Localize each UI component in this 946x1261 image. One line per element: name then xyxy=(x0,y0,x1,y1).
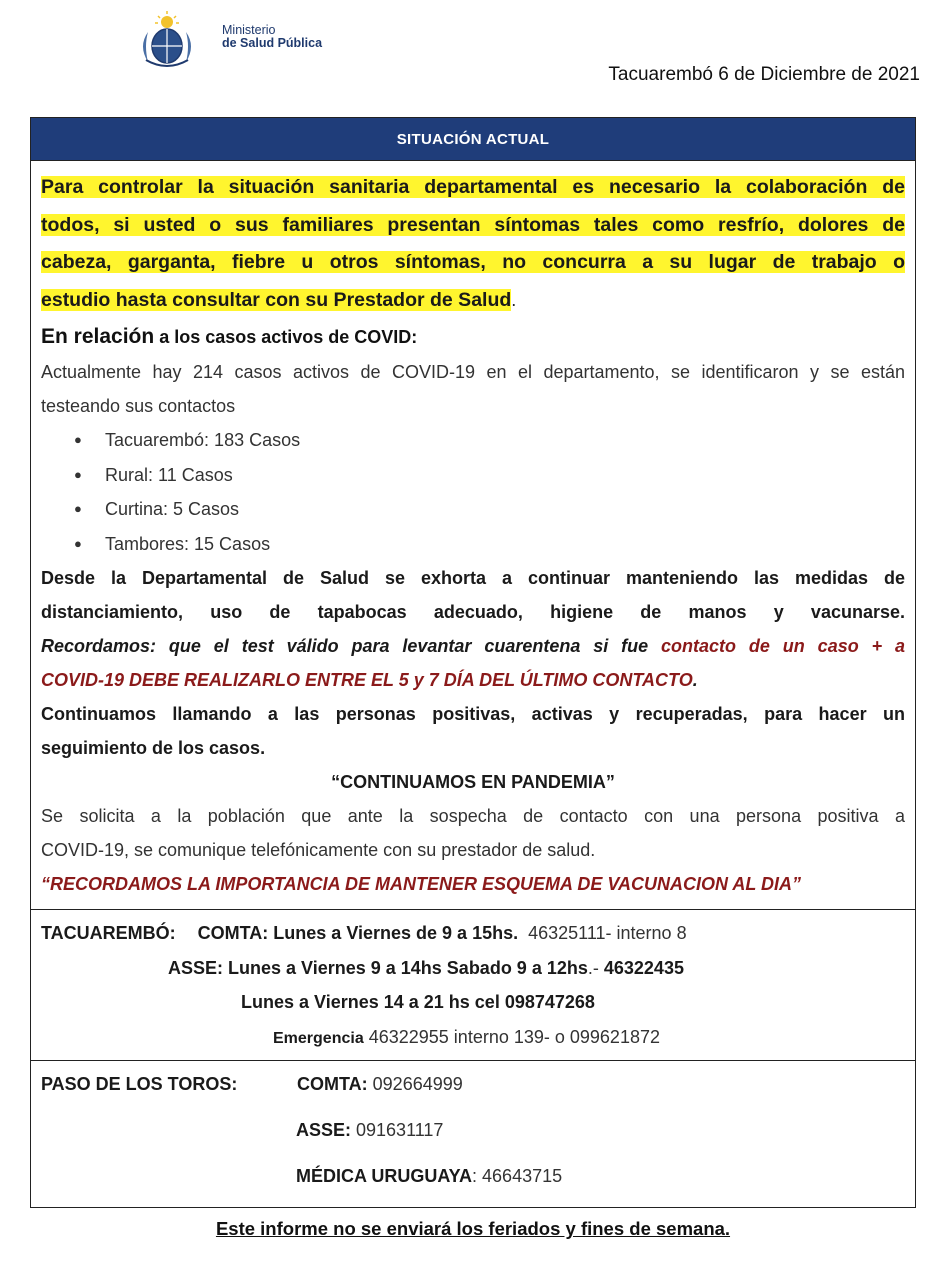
contact-row: PASO DE LOS TOROS: COMTA: 092664999 xyxy=(41,1067,905,1113)
list-item: ● Curtina: 5 Casos xyxy=(41,492,905,527)
pandemic-heading: “CONTINUAMOS EN PANDEMIA” xyxy=(331,772,615,792)
cases-summary-line: testeando sus contactos xyxy=(41,396,236,416)
cases-summary-line: Actualmente hay 214 casos activos de COVID-19 en el departamento, se identificaron y se están xyxy=(41,362,905,382)
intro-line: cabeza, garganta, fiebre u otros síntomas, no concurra a su lugar de trabajo o xyxy=(41,251,905,273)
cases-heading: En relación a los casos activos de COVID: xyxy=(41,325,418,348)
request-line: Se solicita a la población que ante la sospecha de contacto con una persona positiva a xyxy=(41,806,905,826)
followup-line: seguimiento de los casos. xyxy=(41,738,266,758)
intro-line: estudio hasta consultar con su Prestador de Salud. xyxy=(41,288,517,311)
report-date: Tacuarembó 6 de Diciembre de 2021 xyxy=(608,64,920,85)
intro-line: todos, si usted o sus familiares presentan síntomas tales como resfrío, dolores de xyxy=(41,213,905,236)
report-box xyxy=(30,117,916,1208)
contact-row: Lunes a Viernes 14 a 21 hs cel 098747268 xyxy=(241,992,595,1012)
list-item: ● Tacuarembó: 183 Casos xyxy=(41,423,905,458)
contact-row: Emergencia 46322955 interno 139- o 099621872 xyxy=(273,1026,660,1047)
tacuarembo-contacts xyxy=(31,909,915,1060)
intro-line: Para controlar la situación sanitaria departamental es necesario la colaboración de xyxy=(41,176,905,198)
contact-row: TACUAREMBÓ: COMTA: Lunes a Viernes de 9 a 15hs. 46325111- interno 8 xyxy=(41,923,687,943)
vaccination-reminder: “RECORDAMOS LA IMPORTANCIA DE MANTENER ESQUEMA DE VACUNACION AL DIA” xyxy=(41,874,802,894)
section-title: SITUACIÓN ACTUAL xyxy=(31,118,915,161)
contact-row: ASSE: 091631117 xyxy=(296,1120,444,1140)
ministry-header xyxy=(134,10,322,70)
footer-note: Este informe no se enviará los feriados y fines de semana. xyxy=(215,1218,731,1239)
followup-line: Continuamos llamando a las personas positivas, activas y recuperadas, para hacer un xyxy=(41,704,905,724)
contact-row: MÉDICA URUGUAYA: 46643715 xyxy=(296,1166,563,1186)
contact-row: ASSE: Lunes a Viernes 9 a 14hs Sabado 9 a 12hs.- 46322435 xyxy=(168,957,684,978)
situation-section xyxy=(31,161,915,909)
cases-list xyxy=(41,423,905,561)
list-item: ● Rural: 11 Casos xyxy=(41,458,905,493)
quarantine-reminder: Recordamos: que el test válido para levantar cuarentena si fue contacto de un caso + a xyxy=(41,636,906,656)
city-label: PASO DE LOS TOROS: xyxy=(41,1074,238,1094)
list-item: ● Tambores: 15 Casos xyxy=(41,527,905,562)
ministry-line1: Ministerio xyxy=(222,23,276,37)
measures-line: distanciamiento, uso de tapabocas adecuado, higiene de manos y vacunarse. xyxy=(41,602,905,622)
paso-de-los-toros-contacts xyxy=(31,1060,915,1207)
quarantine-reminder-line2: COVID-19 DEBE REALIZARLO ENTRE EL 5 y 7 DÍA DEL ÚLTIMO CONTACTO. xyxy=(41,670,698,690)
city-label: TACUAREMBÓ: xyxy=(41,923,176,943)
measures-line: Desde la Departamental de Salud se exhorta a continuar manteniendo las medidas de xyxy=(41,568,905,588)
uruguay-seal-icon xyxy=(134,10,200,70)
request-line: COVID-19, se comunique telefónicamente con su prestador de salud. xyxy=(41,840,596,860)
ministry-line2: de Salud Pública xyxy=(222,36,323,50)
ministry-name xyxy=(222,24,322,50)
